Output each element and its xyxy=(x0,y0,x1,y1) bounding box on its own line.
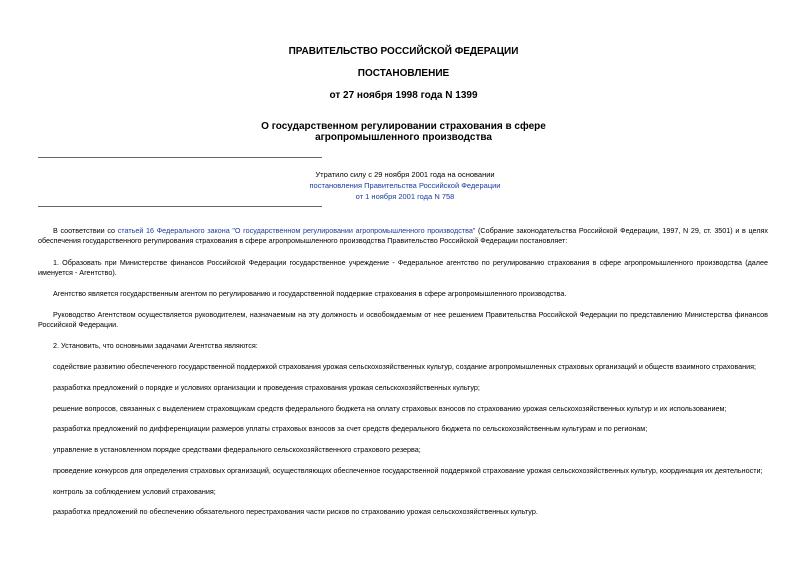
status-note-link-row2 xyxy=(240,191,570,203)
federal-law-article-link[interactable]: статьей 16 Федерального закона "О государственном регулировании агропромышленного производства" xyxy=(117,226,476,235)
document-type: ПОСТАНОВЛЕНИЕ xyxy=(357,68,450,79)
task-item: решение вопросов, связанных с выделением страховщикам средств федерального бюджета на оплату страховых взносов по страхованию урожая сельскохозяйственных культур и их использованием; xyxy=(53,404,727,413)
paragraph-agency-status: Агентство является государственным агентом по регулированию и государственной поддержке страхования в сфере агропромышленного производства. xyxy=(53,289,567,298)
task-item: контроль за соблюдением условий страхования; xyxy=(53,487,216,496)
document-title-line1: О государственном регулировании страхования в сфере xyxy=(261,121,546,132)
status-note-line1: Утратило силу с 29 ноября 2001 года на основании xyxy=(315,170,495,179)
task-item: содействие развитию обеспеченного государственной поддержкой страхования урожая сельскохозяйственных культур, создание агропромышленных страховых организаций и обществ взаимного страхования; xyxy=(53,362,756,371)
paragraph-2: 2. Установить, что основными задачами Агентства являются: xyxy=(53,341,258,350)
government-heading: ПРАВИТЕЛЬСТВО РОССИЙСКОЙ ФЕДЕРАЦИИ xyxy=(288,46,519,57)
task-item: управление в установленном порядке средствами федерального сельскохозяйственного страхового резерва; xyxy=(53,445,421,454)
repeal-decree-date-link[interactable]: от 1 ноября 2001 года N 758 xyxy=(355,192,455,201)
preamble-paragraph xyxy=(38,226,768,246)
task-item: разработка предложений о порядке и условиях организации и проведения страхования урожая сельскохозяйственных культур; xyxy=(53,383,480,392)
paragraph-1: 1. Образовать при Министерстве финансов Российской Федерации государственное учреждение - Федеральное агентство по регулированию страхования в сфере агропромышленного производства (далее именуется - Агентство). xyxy=(38,258,768,277)
bottom-divider xyxy=(38,206,322,207)
preamble-text-before: В соответствии со xyxy=(53,226,118,235)
paragraph-agency-management: Руководство Агентством осуществляется руководителем, назначаемым на эту должность и освобождаемым от нее решением Правительства Российской Федерации по представлению Министерства финансов Российской Федерации. xyxy=(38,310,768,329)
document-date-number: от 27 ноября 1998 года N 1399 xyxy=(329,90,478,101)
task-item: разработка предложений по обеспечению обязательного перестрахования части рисков по страхованию урожая сельскохозяйственных культур. xyxy=(53,507,538,516)
task-item: проведение конкурсов для определения страховых организаций, осуществляющих обеспеченное государственной поддержкой страхование урожая сельскохозяйственных культур, координация их деятельности; xyxy=(53,466,763,475)
preamble-text-after: (Собрание законодательства Российской Федерации, 1997, N 29, ст. 3501) и в целях обеспечения государственного регулирования страхования в сфере агропромышленного производства Правительство Российской Федерации постановляет: xyxy=(38,226,768,245)
repeal-decree-link[interactable]: постановления Правительства Российской Федерации xyxy=(309,181,501,190)
task-item: разработка предложений по дифференциации размеров уплаты страховых взносов за счет средств федерального бюджета по сельскохозяйственным культурам и по регионам; xyxy=(53,424,648,433)
top-divider xyxy=(38,157,322,158)
document-title-line2: агропромышленного производства xyxy=(315,132,492,143)
